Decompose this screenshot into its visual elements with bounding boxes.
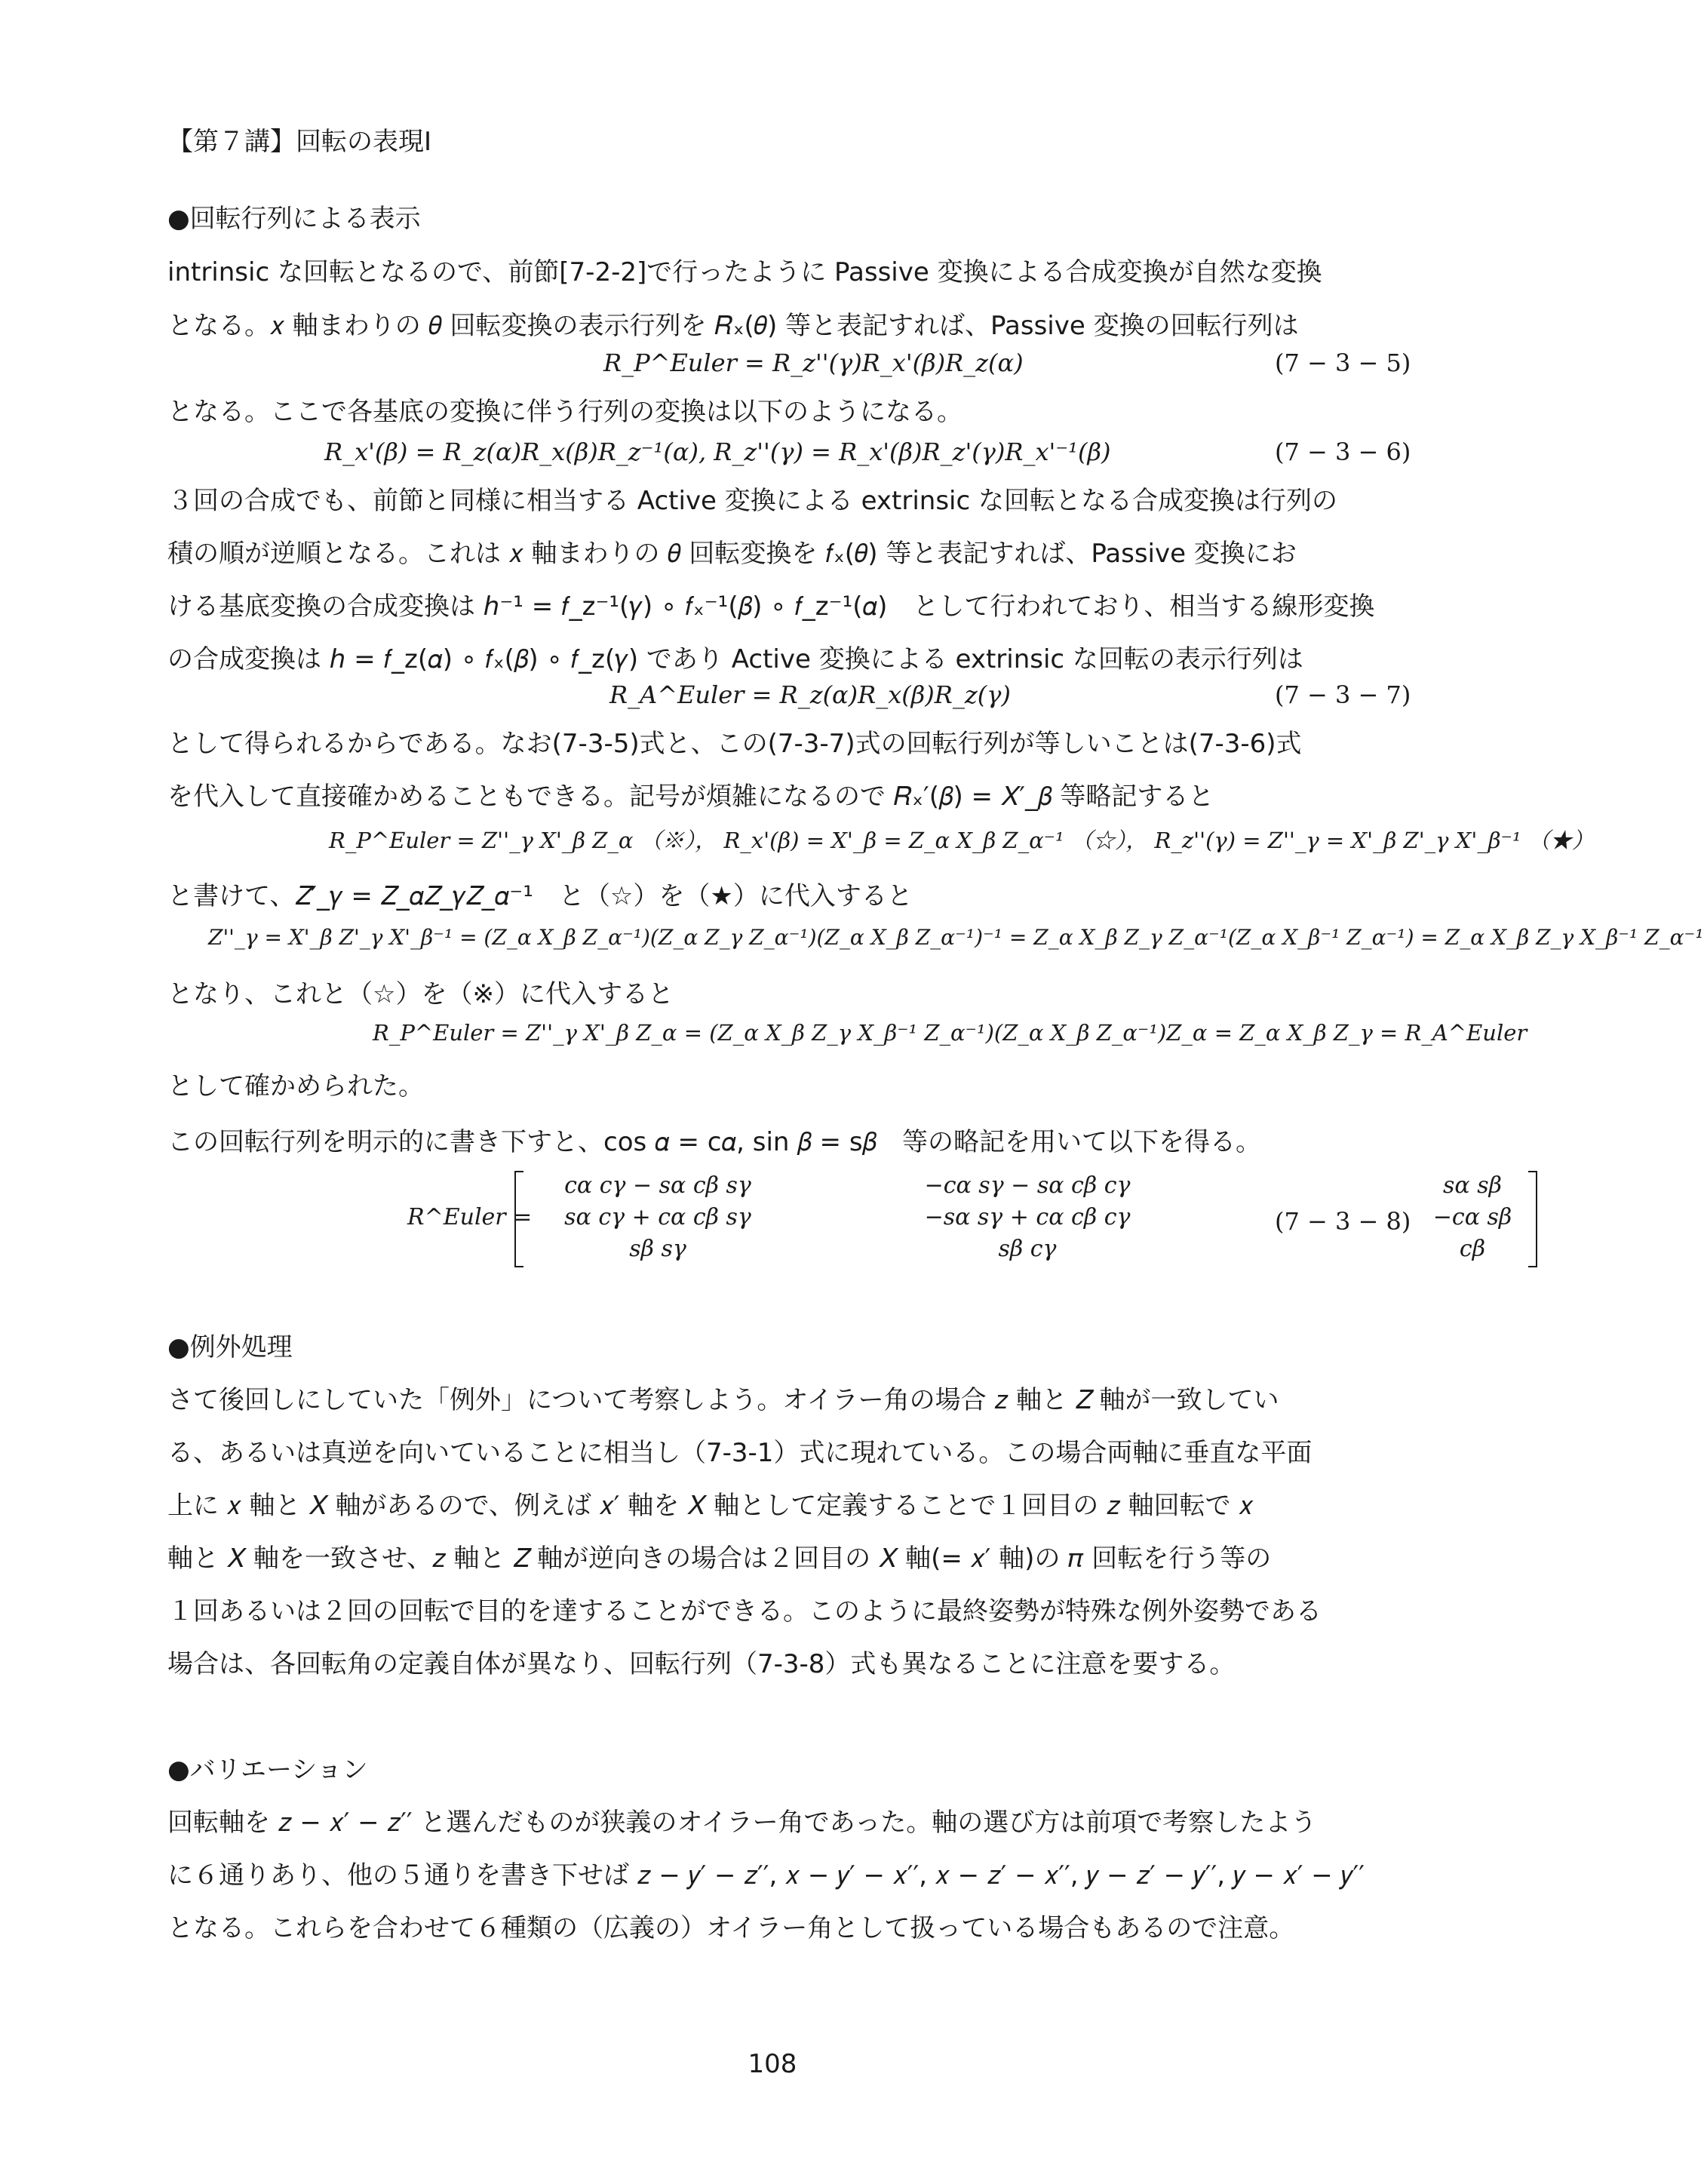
matrix-cell: cβ (1459, 1236, 1486, 1262)
matrix-row (514, 1172, 1537, 1203)
paragraph-line: ３回の合成でも、前節と同様に相当する Active 変換による extrinsic な回転となる合成変換は行列の (167, 486, 1337, 516)
matrix-lhs: R^Euler = (407, 1204, 533, 1230)
equation-7-3-6: R_x'(β) = R_z(α)R_x(β)R_z⁻¹(α), R_z''(γ) = R_x'(β)R_z'(γ)R_x'⁻¹(β) (324, 438, 1111, 466)
matrix-cell: cα cγ − sα cβ sγ (564, 1172, 751, 1199)
matrix-cell: sα sβ (1443, 1172, 1502, 1199)
paragraph-line: この回転行列を明示的に書き下すと、cos 𝛼 = c𝛼, sin 𝛽 = s𝛽 等の略記を用いて以下を得る。 (167, 1127, 1262, 1157)
matrix-cell: sβ cγ (998, 1236, 1057, 1262)
paragraph-line: る、あるいは真逆を向いていることに相当し（7-3-1）式に現れている。この場合両軸に垂直な平面 (167, 1438, 1313, 1468)
paragraph-line: 積の順が逆順となる。これは 𝑥 軸まわりの 𝜃 回転変換を 𝑓ₓ(𝜃) 等と表記すれば、Passive 変換にお (167, 539, 1297, 569)
equation-number: (7 − 3 − 8) (1275, 1207, 1411, 1236)
paragraph-line: の合成変換は ℎ = 𝑓_z(𝛼) ∘ 𝑓ₓ(𝛽) ∘ 𝑓_z(𝛾) であり Active 変換による extrinsic な回転の表示行列は (167, 644, 1303, 674)
matrix-cell: sβ sγ (629, 1236, 686, 1262)
paragraph-line: ける基底変換の合成変換は ℎ⁻¹ = 𝑓_z⁻¹(𝛾) ∘ 𝑓ₓ⁻¹(𝛽) ∘ 𝑓_z⁻¹(𝛼) として行われており、相当する線形変換 (167, 591, 1375, 622)
paragraph-line: 回転軸を 𝑧 − 𝑥′ − 𝑧′′ と選んだものが狭義のオイラー角であった。軸の選び方は前項で考察したよう (167, 1808, 1317, 1838)
paragraph-line: intrinsic な回転となるので、前節[7-2-2]で行ったように Passive 変換による合成変換が自然な変換 (167, 257, 1322, 287)
paragraph-line: と書けて、𝑍′_𝛾 = 𝑍_𝛼𝑍_𝛾𝑍_𝛼⁻¹ と（☆）を（★）に代入すると (167, 881, 913, 911)
section-heading-variations: ●バリエーション (167, 1755, 368, 1785)
equation-number: (7 − 3 − 6) (1275, 438, 1411, 466)
matrix-row (514, 1236, 1537, 1266)
paragraph-line: として得られるからである。なお(7-3-5)式と、この(7-3-7)式の回転行列が等しいことは(7-3-6)式 (167, 729, 1302, 759)
paragraph-line: １回あるいは２回の回転で目的を達することができる。このように最終姿勢が特殊な例外姿勢である (167, 1596, 1322, 1626)
matrix-cell: −cα sγ − sα cβ cγ (924, 1172, 1131, 1199)
matrix-cell: −sα sγ + cα cβ cγ (924, 1204, 1131, 1230)
paragraph-line: 軸と 𝑋 軸を一致させ、𝑧 軸と 𝑍 軸が逆向きの場合は２回目の 𝑋 軸(= 𝑥′ 軸)の 𝜋 回転を行う等の (167, 1544, 1272, 1574)
equation-number: (7 − 3 − 5) (1275, 349, 1411, 377)
paragraph-line: 上に 𝑥 軸と 𝑋 軸があるので、例えば 𝑥′ 軸を 𝑋 軸として定義することで１回目の 𝑧 軸回転で 𝑥 (167, 1491, 1254, 1521)
equation-final-check: R_P^Euler = Z''_γ X'_β Z_α = (Z_α X_β Z_γ X_β⁻¹ Z_α⁻¹)(Z_α X_β Z_α⁻¹)Z_α = Z_α X_β Z_γ = R_A^Euler (373, 1020, 1527, 1046)
section-heading-exceptions: ●例外処理 (167, 1332, 293, 1362)
equation-7-3-7: R_A^Euler = R_z(α)R_x(β)R_z(γ) (609, 680, 1011, 709)
paragraph-line: となる。𝑥 軸まわりの 𝜃 回転変換の表示行列を 𝑅ₓ(𝜃) 等と表記すれば、Passive 変換の回転行列は (167, 311, 1299, 341)
page-number: 108 (748, 2049, 797, 2079)
section-heading-rotation-matrix: ●回転行列による表示 (167, 204, 421, 234)
equation-z-double-prime: Z''_γ = X'_β Z'_γ X'_β⁻¹ = (Z_α X_β Z_α⁻¹)(Z_α Z_γ Z_α⁻¹)(Z_α X_β Z_α⁻¹)⁻¹ = Z_α X_β Z_γ Z_α⁻¹(Z_α X_β⁻¹ Z_α⁻¹) = Z_α X_β Z_γ X_β⁻¹ Z_α⁻¹ (208, 925, 1704, 950)
paragraph-line: に６通りあり、他の５通りを書き下せば 𝑧 − 𝑦′ − 𝑧′′, 𝑥 − 𝑦′ − 𝑥′′, 𝑥 − 𝑧′ − 𝑥′′, 𝑦 − 𝑧′ − 𝑦′′, 𝑦 − 𝑥′ − 𝑦′′ (167, 1860, 1365, 1891)
equation-number: (7 − 3 − 7) (1275, 680, 1411, 709)
paragraph-line: さて後回しにしていた「例外」について考察しよう。オイラー角の場合 𝑧 軸と 𝑍 軸が一致してい (167, 1385, 1279, 1415)
matrix-cell: −cα sβ (1432, 1204, 1512, 1230)
paragraph-line: となり、これと（☆）を（※）に代入すると (167, 979, 674, 1009)
paragraph-line: となる。ここで各基底の変換に伴う行列の変換は以下のようになる。 (167, 397, 963, 427)
equation-symbol-abbreviations: R_P^Euler = Z''_γ X'_β Z_α （※）， R_x'(β) = X'_β = Z_α X_β Z_α⁻¹ （☆）， R_z''(γ) = Z''_γ = X'_β Z'_γ X'_β⁻¹ （★） (329, 828, 1594, 853)
paragraph-line: となる。これらを合わせて６種類の（広義の）オイラー角として扱っている場合もあるので注意。 (167, 1913, 1295, 1943)
paragraph-line: として確かめられた。 (167, 1071, 424, 1101)
equation-7-3-5: R_P^Euler = R_z''(γ)R_x'(β)R_z(α) (603, 349, 1024, 377)
matrix-cell: sα cγ + cα cβ sγ (564, 1204, 751, 1230)
paragraph-line: を代入して直接確かめることもできる。記号が煩雑になるので 𝑅ₓ′(𝛽) = 𝑋′_𝛽 等略記すると (167, 782, 1214, 812)
chapter-header: 【第７講】回転の表現Ⅰ (167, 127, 432, 157)
paragraph-line: 場合は、各回転角の定義自体が異なり、回転行列（7-3-8）式も異なることに注意を要する。 (167, 1649, 1236, 1679)
